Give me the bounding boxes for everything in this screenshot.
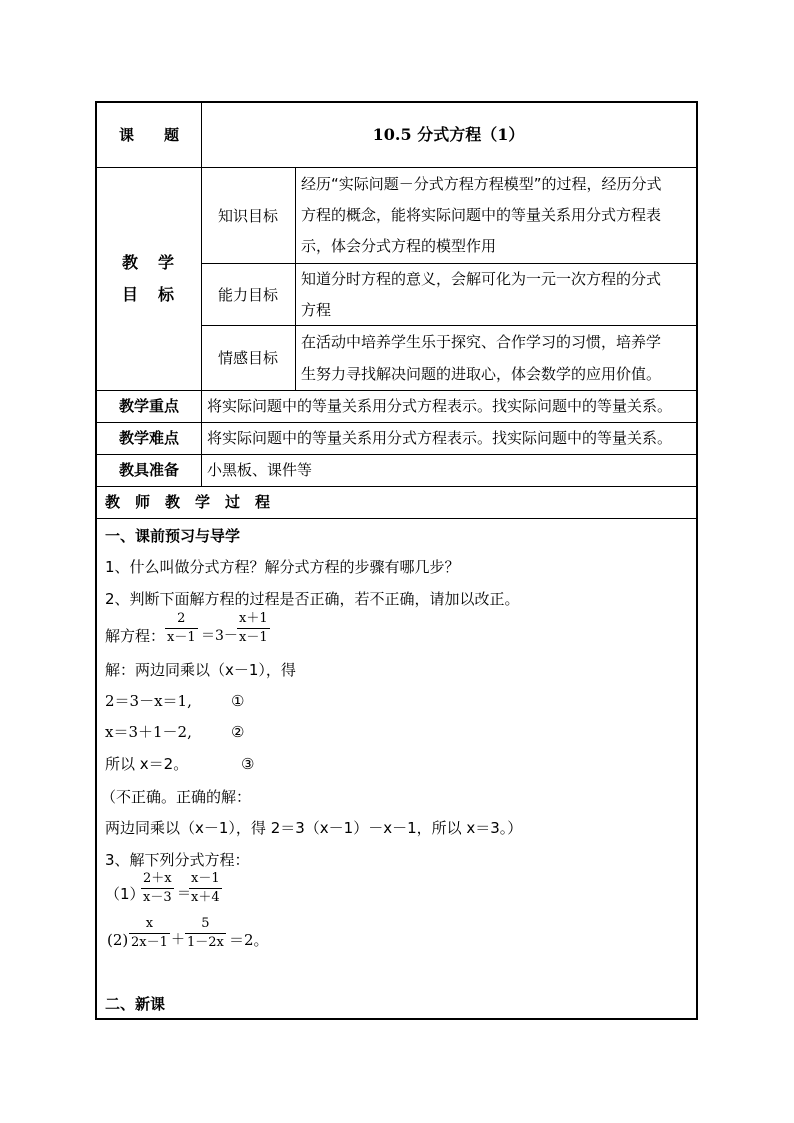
process-heading: 教 师 教 学 过 程 <box>105 493 271 511</box>
numerator: x－1 <box>191 871 220 886</box>
equation-1-label: （1） <box>105 885 145 903</box>
objective-text-emotion-2: 生努力寻找解决问题的进取心，体会数学的应用价值。 <box>301 365 662 383</box>
objective-text-ability-2: 方程 <box>301 301 332 319</box>
tools-value: 小黑板、课件等 <box>207 461 313 479</box>
denominator: x－1 <box>167 630 196 645</box>
row-divider <box>201 325 696 326</box>
row-divider <box>97 167 696 168</box>
plus-sign: ＋ <box>171 932 185 948</box>
numerator: 2 <box>177 611 186 626</box>
row-divider <box>97 422 696 423</box>
step-2: x＝3＋1－2, <box>105 723 192 741</box>
denominator: 1－2x <box>187 935 224 950</box>
fraction <box>129 917 170 950</box>
column-divider <box>295 167 296 390</box>
question-1: 1、什么叫做分式方程？解分式方程的步骤有哪几步？ <box>105 558 460 576</box>
objectives-label-line2: 目 标 <box>121 285 176 304</box>
step-2-mark: ② <box>231 723 245 741</box>
step-3: 所以 x＝2。 <box>105 755 189 773</box>
numerator: 5 <box>201 916 210 931</box>
denominator: x－3 <box>143 890 172 905</box>
fraction <box>189 872 222 905</box>
equals-sign: ＝ <box>177 886 191 902</box>
key-points-label: 教学重点 <box>118 397 179 415</box>
lesson-plan-table <box>95 101 698 1020</box>
key-points-value: 将实际问题中的等量关系用分式方程表示。找实际问题中的等量关系。 <box>207 397 673 415</box>
tools-label: 教具准备 <box>118 461 179 479</box>
correction-line-2: 两边同乘以（x－1），得 2＝3（x－1）－x－1，所以 x＝3。） <box>105 819 523 837</box>
step-1: 2＝3－x＝1, <box>105 692 192 710</box>
objectives-label-line1: 教 学 <box>121 253 176 272</box>
fraction <box>141 872 174 905</box>
objective-text-knowledge-3: 示，体会分式方程的模型作用 <box>301 237 497 255</box>
numerator: x＋1 <box>239 611 268 626</box>
objective-label-emotion: 情感目标 <box>217 349 278 367</box>
section1-title: 一、课前预习与导学 <box>105 527 241 545</box>
equation-2-label: (2) <box>107 931 129 949</box>
numerator: x <box>145 916 154 931</box>
row-divider <box>97 390 696 391</box>
objective-text-knowledge-2: 方程的概念，能将实际问题中的等量关系用分式方程表 <box>301 206 662 224</box>
solution-intro: 解：两边同乘以（x－1），得 <box>105 661 296 679</box>
fraction <box>165 612 198 645</box>
objective-text-knowledge-1: 经历“实际问题－分式方程方程模型”的过程，经历分式 <box>301 175 662 193</box>
solve-label: 解方程： <box>105 627 166 645</box>
objective-text-ability-1: 知道分时方程的意义，会解可化为一元一次方程的分式 <box>301 270 662 288</box>
difficulties-label: 教学难点 <box>118 429 179 447</box>
row-divider <box>97 518 696 519</box>
objective-label-knowledge: 知识目标 <box>217 207 278 225</box>
question-2: 2、判断下面解方程的过程是否正确，若不正确，请加以改正。 <box>105 590 520 608</box>
row-divider <box>97 454 696 455</box>
equation-2-tail: ＝2。 <box>229 931 269 949</box>
numerator: 2＋x <box>143 871 172 886</box>
question-3: 3、解下列分式方程： <box>105 851 250 869</box>
step-3-mark: ③ <box>241 755 255 773</box>
denominator: x－1 <box>239 630 268 645</box>
difficulties-value: 将实际问题中的等量关系用分式方程表示。找实际问题中的等量关系。 <box>207 429 673 447</box>
denominator: 2x－1 <box>131 935 168 950</box>
fraction <box>185 917 226 950</box>
equation-middle: ＝3－ <box>201 628 238 644</box>
section2-title: 二、新课 <box>105 995 166 1013</box>
objective-text-emotion-1: 在活动中培养学生乐于探究、合作学习的习惯，培养学 <box>301 333 662 351</box>
page-title: 10.5 分式方程（1） <box>372 125 525 144</box>
denominator: x＋4 <box>191 890 220 905</box>
row-divider <box>97 486 696 487</box>
step-1-mark: ① <box>231 692 245 710</box>
correction-line-1: （不正确。正确的解： <box>101 788 252 806</box>
objective-label-ability: 能力目标 <box>217 286 278 304</box>
row-divider <box>201 263 696 264</box>
header-label: 课 题 <box>118 126 179 144</box>
fraction <box>237 612 270 645</box>
